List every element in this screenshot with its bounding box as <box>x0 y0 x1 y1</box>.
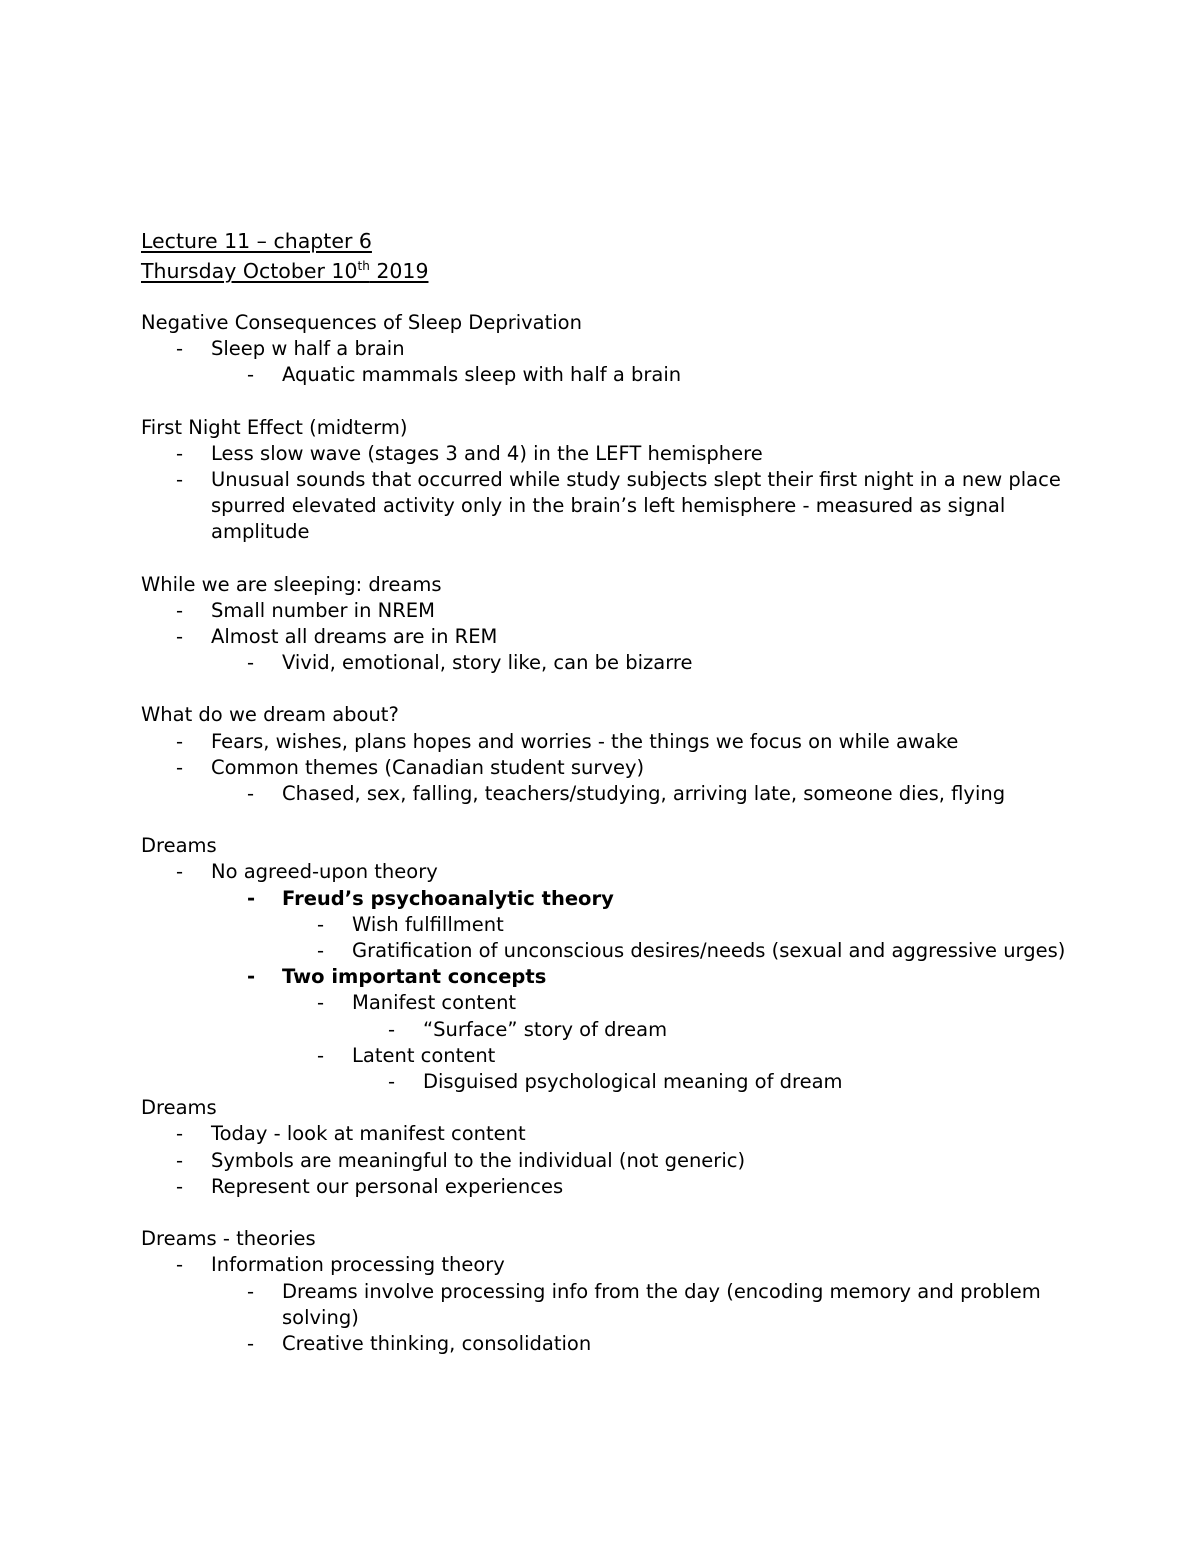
bullet-dash: - <box>176 1122 184 1146</box>
section-heading: While we are sleeping: dreams <box>141 572 442 596</box>
lecture-date <box>141 256 1081 286</box>
list-item <box>141 755 1081 781</box>
bullet-dash: - <box>176 441 184 465</box>
list-item-text: Symbols are meaningful to the individual (not generic) <box>211 1148 746 1172</box>
bullet-dash: - <box>176 1253 184 1277</box>
bullet-list <box>141 1121 1081 1200</box>
header-spacer <box>141 286 1081 310</box>
bullet-dash: - <box>176 625 184 649</box>
list-item <box>141 912 1081 938</box>
bullet-list <box>141 336 1081 388</box>
list-item-text: Common themes (Canadian student survey) <box>211 755 645 779</box>
list-item <box>141 1043 1081 1069</box>
list-item-text: Sleep w half a brain <box>211 337 405 361</box>
list-item <box>141 938 1081 964</box>
notes-section <box>141 572 1081 677</box>
lecture-date-ordinal: th <box>357 259 370 274</box>
list-item-text: Fears, wishes, plans hopes and worries - the things we focus on while awake <box>211 729 959 753</box>
section-heading: Dreams <box>141 834 217 858</box>
section-heading: Dreams <box>141 1096 217 1120</box>
list-item <box>141 1069 1081 1095</box>
bullet-list <box>141 729 1081 808</box>
lecture-title: Lecture 11 – chapter 6 <box>141 229 372 253</box>
list-item <box>141 1121 1081 1147</box>
notes-section <box>141 833 1081 1095</box>
list-item-text: Information processing theory <box>211 1253 505 1277</box>
lecture-date-main: Thursday October 10 <box>141 259 358 283</box>
list-item <box>141 1279 1081 1331</box>
list-item-text: Represent our personal experiences <box>211 1174 564 1198</box>
section-heading: What do we dream about? <box>141 703 399 727</box>
bullet-dash: - <box>317 1043 325 1067</box>
list-item <box>141 1174 1081 1200</box>
list-item <box>141 729 1081 755</box>
bullet-dash: - <box>176 755 184 779</box>
bullet-dash: - <box>247 886 256 910</box>
bullet-list <box>141 598 1081 677</box>
lecture-date-year: 2019 <box>369 259 429 283</box>
list-item-text: Almost all dreams are in REM <box>211 625 498 649</box>
bullet-list <box>141 441 1081 546</box>
list-item <box>141 859 1081 885</box>
list-item-text: Aquatic mammals sleep with half a brain <box>282 363 682 387</box>
bullet-dash: - <box>317 991 325 1015</box>
list-item <box>141 964 1081 990</box>
list-item <box>141 441 1081 467</box>
list-item-text: Vivid, emotional, story like, can be bizarre <box>282 651 693 675</box>
list-item-text: Small number in NREM <box>211 598 435 622</box>
bullet-dash: - <box>388 1017 396 1041</box>
bullet-dash: - <box>176 729 184 753</box>
list-item-text: Manifest content <box>352 991 517 1015</box>
bullet-dash: - <box>176 1174 184 1198</box>
bullet-dash: - <box>176 468 184 492</box>
notes-section <box>141 1095 1081 1200</box>
list-item <box>141 650 1081 676</box>
list-item-text: Less slow wave (stages 3 and 4) in the LEFT hemisphere <box>211 441 763 465</box>
list-item-text: Wish fulfillment <box>352 912 504 936</box>
bullet-dash: - <box>247 965 256 989</box>
bullet-dash: - <box>176 860 184 884</box>
list-item <box>141 624 1081 650</box>
section-heading: Dreams - theories <box>141 1227 316 1251</box>
notes-section <box>141 1226 1081 1357</box>
list-item <box>141 362 1081 388</box>
list-item-text: Dreams involve processing info from the day (encoding memory and problem solving) <box>282 1279 1041 1329</box>
list-item <box>141 990 1081 1016</box>
list-item-text: Latent content <box>352 1043 496 1067</box>
list-item-text: Chased, sex, falling, teachers/studying, arriving late, someone dies, flying <box>282 782 1006 806</box>
bullet-dash: - <box>176 598 184 622</box>
bullet-dash: - <box>317 939 325 963</box>
section-heading: First Night Effect (midterm) <box>141 415 408 439</box>
list-item <box>141 1148 1081 1174</box>
list-item <box>141 1252 1081 1278</box>
bullet-dash: - <box>247 1279 255 1303</box>
list-item-text: Unusual sounds that occurred while study subjects slept their first night in a new place spurred elevated activity only in the brain’s left hemisphere - measured as signal amplitude <box>211 468 1061 544</box>
bullet-dash: - <box>247 363 255 387</box>
bullet-dash: - <box>247 651 255 675</box>
list-item-text: No agreed-upon theory <box>211 860 438 884</box>
list-item-text: Today - look at manifest content <box>211 1122 526 1146</box>
notes-body <box>141 310 1081 1357</box>
bullet-dash: - <box>388 1070 396 1094</box>
list-item <box>141 467 1081 546</box>
notes-section <box>141 702 1081 807</box>
list-item-text: Freud’s psychoanalytic theory <box>282 886 614 910</box>
list-item-text: Gratification of unconscious desires/needs (sexual and aggressive urges) <box>352 939 1066 963</box>
list-item-text: “Surface” story of dream <box>423 1017 668 1041</box>
bullet-dash: - <box>317 912 325 936</box>
bullet-dash: - <box>247 782 255 806</box>
list-item <box>141 886 1081 912</box>
section-heading: Negative Consequences of Sleep Deprivation <box>141 311 582 334</box>
list-item <box>141 1331 1081 1357</box>
list-item-text: Creative thinking, consolidation <box>282 1331 592 1355</box>
list-item <box>141 598 1081 624</box>
bullet-list <box>141 859 1081 1095</box>
document-page <box>141 226 1081 1357</box>
notes-section <box>141 310 1081 389</box>
list-item-text: Disguised psychological meaning of dream <box>423 1070 843 1094</box>
bullet-dash: - <box>247 1331 255 1355</box>
bullet-dash: - <box>176 337 184 361</box>
notes-section <box>141 415 1081 546</box>
list-item <box>141 336 1081 362</box>
bullet-dash: - <box>176 1148 184 1172</box>
list-item <box>141 781 1081 807</box>
list-item <box>141 1017 1081 1043</box>
bullet-list <box>141 1252 1081 1357</box>
list-item-text: Two important concepts <box>282 965 547 989</box>
